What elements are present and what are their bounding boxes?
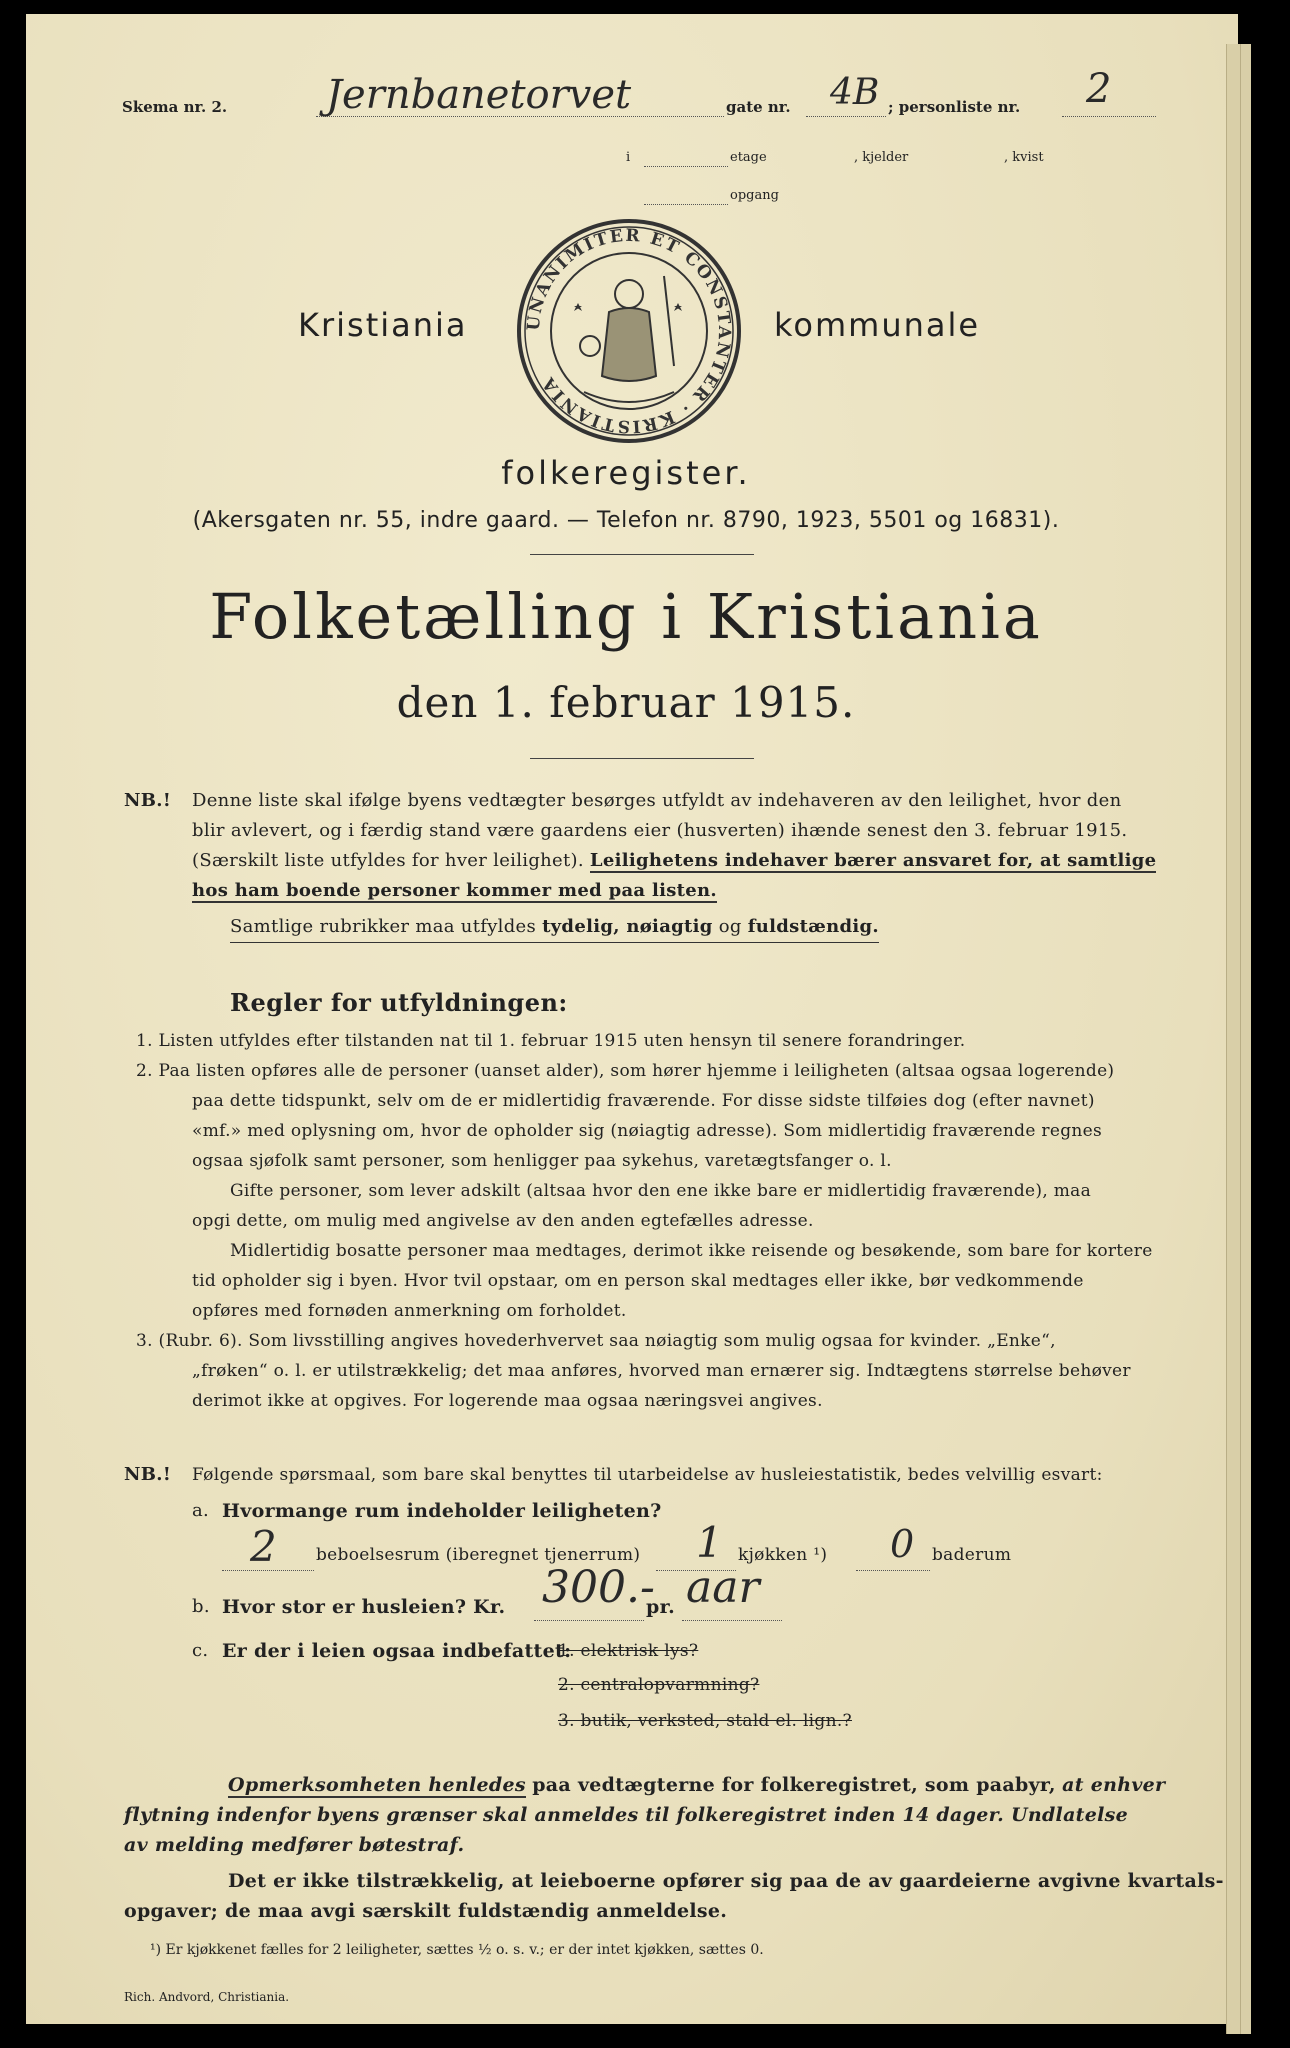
inclusion-central-heating: 2. centralopvarmning?: [558, 1675, 760, 1695]
rooms-handwritten: 2: [250, 1522, 277, 1571]
question-c: Er der i leien ogsaa indbefattet:: [222, 1640, 572, 1662]
etage-line: [644, 166, 728, 167]
notice-emphasis: at enhver: [1062, 1774, 1166, 1796]
gate-number-handwritten: 4B: [830, 72, 880, 113]
notice-line: flytning indenfor byens grænser skal anmeldes til folkeregistret inden 14 dager. Undlatelse: [124, 1804, 1129, 1826]
period-handwritten: aar: [686, 1562, 760, 1613]
rule-line: opføres med fornøden anmerkning om forholdet.: [192, 1301, 627, 1321]
nb-text: [192, 786, 1176, 906]
nb-text-part: (Særskilt liste utfyldes for hver leilighet).: [192, 850, 584, 871]
per-label: pr.: [646, 1596, 676, 1618]
notice-line: [228, 1770, 1165, 1800]
rule-line: 2. Paa listen opføres alle de personer (uanset alder), som hører hjemme i leiligheten (altsaa ogsaa logerende): [136, 1061, 1115, 1081]
nb2-label: NB.!: [124, 1464, 172, 1485]
personliste-line: [1062, 116, 1156, 117]
gate-label: gate nr.: [726, 98, 791, 116]
rent-handwritten: 300.-: [542, 1562, 655, 1613]
personliste-number-handwritten: 2: [1086, 66, 1112, 112]
street-handwritten: Jernbanetorvet: [326, 72, 632, 118]
rule-line: 3. (Rubr. 6). Som livsstilling angives hovederhvervet saa nøiagtig som mulig ogsaa for kvinder. „Enke“,: [136, 1331, 1056, 1351]
rule-line: paa dette tidspunkt, selv om de er midlertidig fraværende. For disse sidste tilføies dog (efter navnet): [192, 1091, 1095, 1111]
inclusion-electric-light: 1. elektrisk lys?: [558, 1641, 699, 1661]
nb-emphasis: Leilighetens indehaver bærer ansvaret for, at samtlige: [589, 850, 1157, 871]
kristiania-seal: [514, 216, 744, 446]
notice-text-part: paa vedtægterne for folkeregistret, som paabyr,: [532, 1774, 1056, 1796]
rule-line: ogsaa sjøfolk samt personer, som henligger paa sykehus, varetægtsfanger o. l.: [192, 1151, 892, 1171]
rule-line: derimot ikke at opgives. For logerende maa ogsaa næringsvei angives.: [192, 1391, 823, 1411]
office-left: Kristiania: [298, 306, 468, 344]
seal-emblem-icon: [514, 216, 744, 446]
kitchen-handwritten: 1: [696, 1518, 723, 1567]
nb-emphasis: tydelig, nøiagtig: [542, 916, 713, 937]
nb-text-part: og: [718, 916, 742, 937]
gate-line: [806, 116, 886, 117]
nb-label: NB.!: [124, 790, 172, 811]
kitchen-label: kjøkken ¹): [738, 1545, 828, 1565]
nb-line: blir avlevert, og i færdig stand være gaardens eier (husverten) ihænde senest den 3. februar 1915.: [192, 820, 1128, 841]
bath-line: [856, 1570, 930, 1571]
divider: [530, 554, 754, 555]
page-edge: [1240, 44, 1251, 2034]
kjelder-label: , kjelder: [854, 150, 909, 165]
seal-text: UNANIMITER ET CONSTANTER · KRISTIANIA: [523, 225, 735, 437]
notice-line: opgaver; de maa avgi særskilt fuldstændig anmeldelse.: [124, 1900, 728, 1922]
rules-list: [136, 1026, 1196, 1416]
rent-line: [534, 1620, 644, 1621]
nb-emphasis: fuldstændig.: [747, 916, 879, 937]
rule-line: „frøken“ o. l. er utilstrækkelig; det maa anføres, hvorved man ernærer sig. Indtægtens størrelse behøver: [192, 1361, 1131, 1381]
question-c-label: c.: [192, 1640, 209, 1661]
bath-handwritten: 0: [890, 1522, 915, 1566]
divider: [530, 758, 754, 759]
rule-line: opgi dette, om mulig med angivelse av den anden egtefælles adresse.: [192, 1211, 814, 1231]
question-a: Hvormange rum indeholder leiligheten?: [222, 1500, 662, 1522]
nb-line: [192, 846, 1176, 876]
rule-line: «mf.» med oplysning om, hvor de opholder sig (nøiagtig adresse). Som midlertidig fraværende regnes: [192, 1121, 1103, 1141]
question-a-label: a.: [192, 1500, 210, 1521]
office-address: (Akersgaten nr. 55, indre gaard. — Telefon nr. 8790, 1923, 5501 og 16831).: [192, 508, 1060, 533]
nb-text-part: Samtlige rubrikker maa utfyldes: [230, 916, 537, 937]
census-title: Folketælling i Kristiania: [209, 580, 1043, 653]
rule-line: 1. Listen utfyldes efter tilstanden nat til 1. februar 1915 uten hensyn til senere forandringer.: [136, 1031, 966, 1051]
question-b: Hvor stor er husleien? Kr.: [222, 1596, 506, 1618]
opgang-line: [644, 204, 728, 205]
nb-line: Denne liste skal ifølge byens vedtægter besørges utfyldt av indehaveren av den leilighet, hvor den: [192, 790, 1122, 811]
etage-label: etage: [730, 150, 767, 165]
rule-line: Midlertidig bosatte personer maa medtages, derimot ikke reisende og besøkende, som bare for kortere: [230, 1241, 1153, 1261]
notice-emphasis: Opmerksomheten henledes: [228, 1774, 526, 1796]
page-edge: [1226, 44, 1241, 2034]
registry-name: folkeregister.: [501, 454, 751, 492]
question-b-label: b.: [192, 1596, 210, 1617]
opgang-label: opgang: [730, 188, 779, 203]
notice-line: Det er ikke tilstrækkelig, at leieboerne opfører sig paa de av gaardeierne avgivne kvartals-: [228, 1870, 1224, 1892]
rule-line: Gifte personer, som lever adskilt (altsaa hvor den ene ikke bare er midlertidig fraværende), maa: [230, 1181, 1092, 1201]
nb-line: [192, 876, 1176, 906]
nb-emphasis: hos ham boende personer kommer med paa listen.: [192, 880, 717, 901]
inclusion-shop-workshop: 3. butik, verksted, stald el. lign.?: [558, 1711, 852, 1731]
personliste-label: ; personliste nr.: [888, 98, 1021, 116]
kvist-label: , kvist: [1004, 150, 1044, 165]
census-form-sheet: [26, 14, 1238, 2024]
rules-heading: Regler for utfyldningen:: [230, 988, 568, 1017]
schema-number: Skema nr. 2.: [122, 98, 228, 116]
office-right: kommunale: [774, 306, 981, 344]
nb-requirement: [230, 912, 879, 943]
bath-label: baderum: [932, 1545, 1012, 1565]
rooms-label: beboelsesrum (iberegnet tjenerrum): [316, 1545, 641, 1565]
printer-imprint: Rich. Andvord, Christiania.: [124, 1990, 290, 2004]
rule-line: tid opholder sig i byen. Hvor tvil opstaar, om en person skal medtages eller ikke, bør vedkommende: [192, 1271, 1084, 1291]
nb2-intro: Følgende spørsmaal, som bare skal benyttes til utarbeidelse av husleiestatistik, bedes velvillig esvart:: [192, 1465, 1103, 1485]
census-date: den 1. februar 1915.: [396, 678, 856, 727]
notice-line: av melding medfører bøtestraf.: [124, 1834, 465, 1856]
footnote: ¹) Er kjøkkenet fælles for 2 leiligheter, sættes ½ o. s. v.; er der intet kjøkken, sættes 0.: [150, 1942, 764, 1958]
i-label: i: [626, 150, 631, 165]
period-line: [682, 1620, 782, 1621]
